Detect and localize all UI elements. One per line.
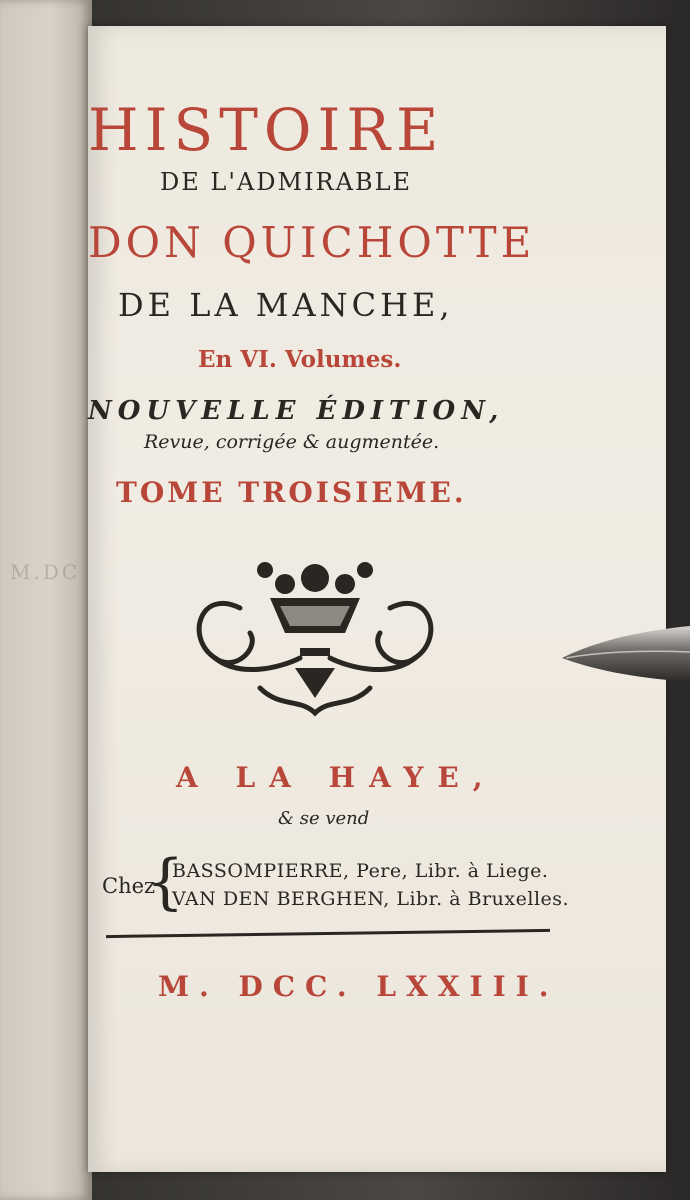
name-line-2: DE LA MANCHE, [118, 286, 454, 324]
title-page [88, 26, 666, 1172]
sold-line: & se vend [278, 808, 370, 829]
subtitle: DE L'ADMIRABLE [160, 168, 413, 196]
place-line: A LA HAYE, [176, 761, 497, 794]
name-line-1: DON QUICHOTTE [88, 218, 536, 267]
show-through-text: M.DC [10, 560, 81, 584]
volumes-line: En VI. Volumes. [198, 346, 402, 373]
left-page-edge [0, 0, 92, 1200]
page-title: HISTOIRE [88, 96, 445, 164]
bookseller-1: BASSOMPIERRE, Pere, Libr. à Liege. [172, 860, 549, 882]
chez-label: Chez [102, 874, 156, 898]
edition-line: NOUVELLE ÉDITION, [88, 396, 505, 426]
bookseller-2: VAN DEN BERGHEN, Libr. à Bruxelles. [172, 888, 570, 910]
floral-basket-ornament-icon [180, 548, 450, 718]
year-line: M. DCC. LXXIII. [158, 970, 559, 1003]
tome-line: TOME TROISIEME. [116, 476, 467, 509]
brace-icon: { [146, 847, 185, 917]
edition-note: Revue, corrigée & augmentée. [144, 431, 440, 453]
metal-page-pointer-icon [560, 622, 690, 686]
divider-rule [106, 929, 550, 938]
